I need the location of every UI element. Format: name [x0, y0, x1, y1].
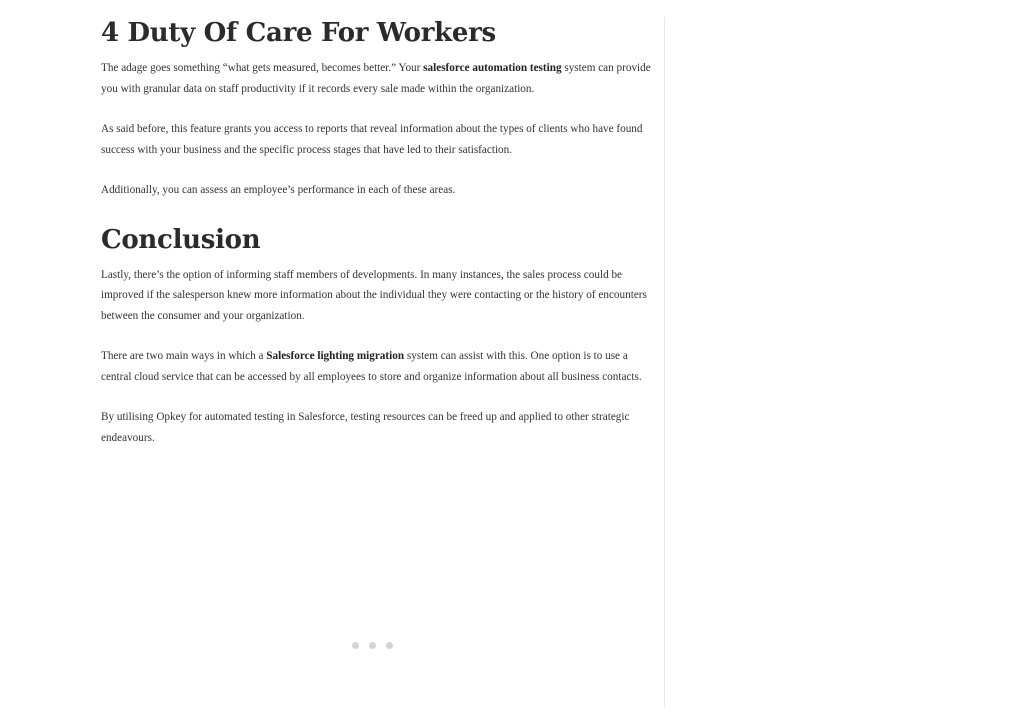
article-content — [101, 14, 653, 468]
loading-dot — [352, 642, 359, 649]
paragraph: Additionally, you can assess an employee’s performance in each of these areas. — [101, 184, 456, 196]
loading-indicator — [352, 642, 393, 649]
loading-dot — [369, 642, 376, 649]
sidebar-divider — [664, 17, 665, 707]
section-heading-duty-of-care: 4 Duty Of Care For Workers — [101, 18, 496, 48]
section-heading-conclusion: Conclusion — [101, 224, 261, 255]
paragraph-text: The adage goes something “what gets measured, becomes better.” Your — [101, 62, 424, 74]
paragraph: Lastly, there’s the option of informing staff members of developments. In many instances, the sales process could be improved if the salesperson knew more information about the individual they were contacting or the history of encounters between the consumer and your organization. — [101, 268, 647, 322]
paragraph-text: system can provide you with granular data on staff productivity if it records every sale made within the organization. — [101, 62, 651, 95]
paragraph — [101, 346, 653, 387]
loading-dot — [386, 642, 393, 649]
paragraph — [101, 58, 653, 99]
paragraph: By utilising Opkey for automated testing in Salesforce, testing resources can be freed up and applied to other strategic endeavours. — [101, 411, 630, 444]
paragraph-text: system can assist with this. One option is to use a central cloud service that can be accessed by all employees to store and organize information about all business contacts. — [101, 350, 642, 383]
salesforce-automation-testing-link[interactable]: salesforce automation testing — [423, 62, 562, 74]
salesforce-lighting-migration-link[interactable]: Salesforce lighting migration — [266, 350, 405, 362]
paragraph-text: There are two main ways in which a — [101, 350, 267, 362]
paragraph: As said before, this feature grants you access to reports that reveal information about the types of clients who have found success with your business and the specific process stages that have led to their satisfaction. — [101, 123, 643, 156]
